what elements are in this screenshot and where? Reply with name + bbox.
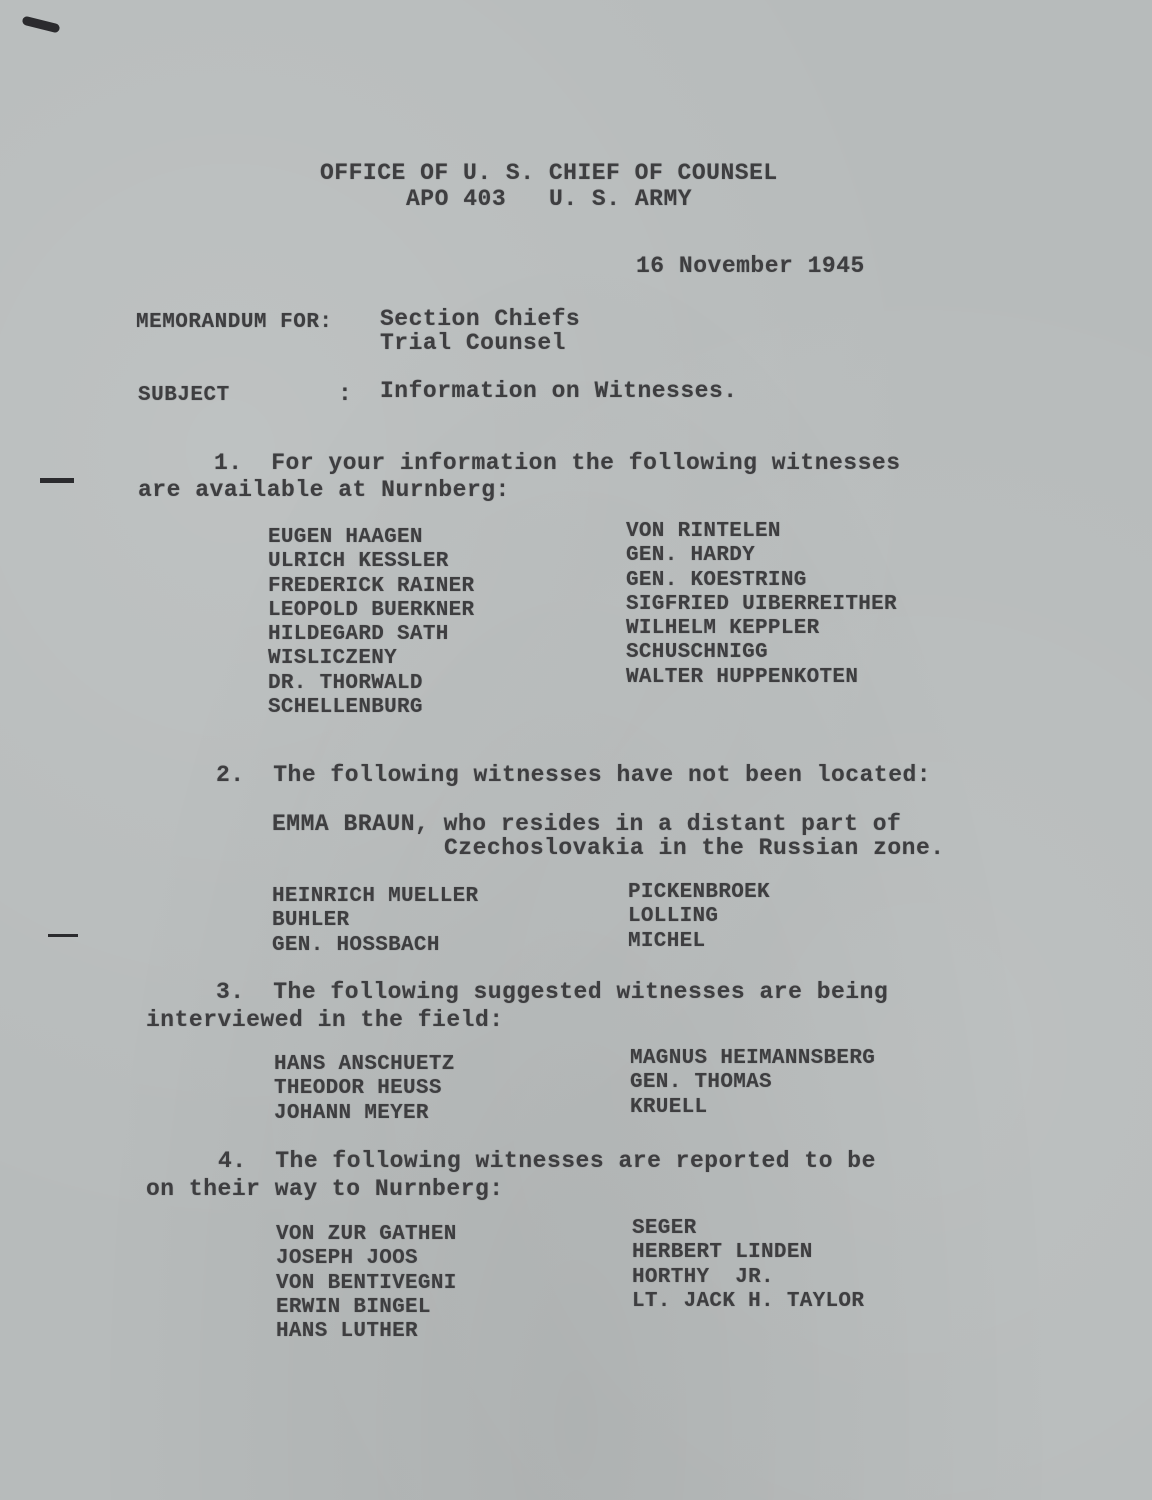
section-2-right-list: [628, 881, 770, 954]
witness-name: FREDERICK RAINER: [268, 574, 475, 598]
witness-name: HERBERT LINDEN: [632, 1241, 813, 1265]
witness-name: HANS LUTHER: [276, 1320, 418, 1344]
witness-name: EUGEN HAAGEN: [268, 526, 423, 549]
witness-name: KRUELL: [630, 1095, 708, 1119]
witness-name: LEOPOLD BUERKNER: [268, 598, 475, 622]
section-2-intro-line-1: 2. The following witnesses have not been located:: [216, 762, 932, 788]
witness-name: HORTHY JR.: [632, 1265, 774, 1289]
witness-name: GEN. HOSSBACH: [272, 933, 440, 957]
header-line-1: OFFICE OF U. S. CHIEF OF COUNSEL: [320, 160, 778, 186]
witness-name: MICHEL: [628, 929, 706, 953]
section-1-intro-line-2: are available at Nurnberg:: [138, 477, 510, 503]
witness-name: MAGNUS HEIMANNSBERG: [630, 1047, 876, 1070]
section-3-right-list: [630, 1047, 875, 1120]
witness-name: VON ZUR GATHEN: [276, 1223, 457, 1246]
section-3-left-list: [274, 1053, 455, 1126]
witness-name: DR. THORWALD: [268, 671, 423, 695]
memo-for-label: MEMORANDUM FOR:: [136, 311, 333, 334]
margin-mark-middle: [40, 478, 74, 483]
section-3-intro-line-2: interviewed in the field:: [146, 1007, 504, 1033]
witness-name: GEN. KOESTRING: [626, 568, 807, 592]
margin-mark-lower: [48, 934, 78, 937]
memo-recipient-2: Trial Counsel: [380, 330, 566, 356]
witness-name: HEINRICH MUELLER: [272, 885, 479, 908]
section-3-intro-line-1: 3. The following suggested witnesses are being: [216, 979, 889, 1005]
section-4-right-list: [632, 1217, 864, 1314]
memo-date: 16 November 1945: [636, 253, 865, 279]
witness-name: GEN. HARDY: [626, 544, 756, 568]
witness-name: WALTER HUPPENKOTEN: [626, 665, 859, 689]
section-1-right-list: [626, 520, 897, 690]
witness-name: VON RINTELEN: [626, 520, 781, 543]
section-4-intro-line-2: on their way to Nurnberg:: [146, 1176, 504, 1202]
witness-name: ERWIN BINGEL: [276, 1295, 431, 1319]
witness-name: HANS ANSCHUETZ: [274, 1053, 455, 1076]
witness-name: GEN. THOMAS: [630, 1071, 772, 1095]
section-1-intro-line-1: 1. For your information the following witnesses: [214, 450, 901, 476]
witness-name: LOLLING: [628, 905, 719, 929]
subject-separator: :: [338, 381, 353, 407]
header-line-2: APO 403 U. S. ARMY: [406, 186, 693, 212]
section-2-note-line-2: Czechoslovakia in the Russian zone.: [444, 835, 945, 861]
memo-recipient-1: Section Chiefs: [380, 306, 581, 332]
margin-mark-top: [21, 16, 60, 34]
witness-name: SEGER: [632, 1217, 697, 1240]
witness-name: VON BENTIVEGNI: [276, 1271, 457, 1295]
witness-name: PICKENBROEK: [628, 881, 770, 904]
witness-name: WILHELM KEPPLER: [626, 617, 820, 641]
witness-name: SIGFRIED UIBERREITHER: [626, 592, 897, 616]
subject-label: SUBJECT: [138, 384, 230, 407]
witness-name: SCHUSCHNIGG: [626, 641, 768, 665]
witness-name: BUHLER: [272, 909, 350, 933]
witness-name: SCHELLENBURG: [268, 696, 423, 720]
witness-name: JOHANN MEYER: [274, 1101, 429, 1125]
subject-text: Information on Witnesses.: [380, 378, 738, 404]
section-4-intro-line-1: 4. The following witnesses are reported to be: [218, 1148, 876, 1174]
section-1-left-list: [268, 526, 474, 720]
witness-name: ULRICH KESSLER: [268, 550, 449, 574]
witness-name: JOSEPH JOOS: [276, 1247, 418, 1271]
section-4-left-list: [276, 1223, 457, 1344]
section-2-note-line-1: EMMA BRAUN, who resides in a distant part of: [272, 811, 902, 837]
witness-name: LT. JACK H. TAYLOR: [632, 1289, 865, 1313]
witness-name: THEODOR HEUSS: [274, 1077, 442, 1101]
witness-name: HILDEGARD SATH: [268, 623, 449, 647]
section-2-left-list: [272, 885, 478, 958]
witness-name: WISLICZENY: [268, 647, 398, 671]
